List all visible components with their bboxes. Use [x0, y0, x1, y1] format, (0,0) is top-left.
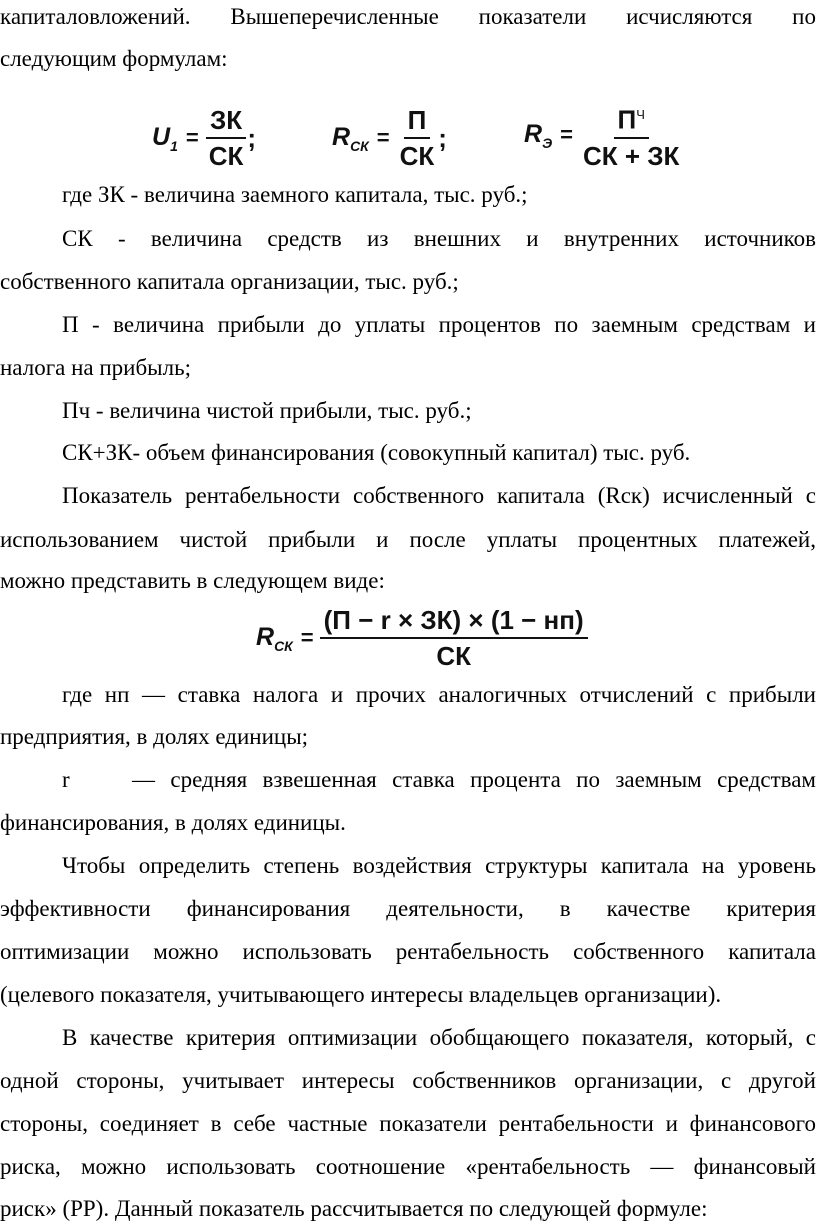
formula-lhs: R	[332, 122, 351, 151]
text-line: налога на прибыль;	[0, 355, 191, 380]
formula-rsk-simple	[332, 105, 447, 171]
numerator: П	[404, 105, 431, 139]
fraction	[579, 100, 683, 171]
denominator: СК	[436, 641, 471, 671]
denominator: СК	[208, 141, 244, 171]
equals-sign: =	[300, 625, 314, 650]
definition-p: П - величина прибыли до уплаты процентов по заемным средствам и	[62, 312, 816, 337]
formula-lhs-sub: СК	[350, 137, 369, 154]
numerator: (П − r × ЗК) × (1 − нп)	[320, 605, 588, 639]
formula-rsk-full	[256, 605, 588, 671]
text-line: следующим формулам:	[0, 46, 228, 71]
text-line: можно представить в следующем виде:	[0, 568, 385, 593]
formula-lhs-sub: 1	[170, 137, 178, 154]
text-line: капиталовложений. Вышеперечисленные показатели исчисляются по	[0, 4, 816, 29]
text-line: стороны, соединяет в себе частные показатели рентабельности и финансового	[0, 1111, 816, 1136]
text-line: собственного капитала организации, тыс. руб.;	[0, 269, 459, 294]
equals-sign: =	[376, 125, 390, 150]
text-line: оптимизации можно использовать рентабельность собственного капитала	[0, 939, 816, 964]
definition-skzk: СК+ЗК- объем финансирования (совокупный капитал) тыс. руб.	[62, 440, 691, 465]
numerator: ЗК	[206, 105, 246, 139]
fraction	[396, 105, 439, 171]
definition-pch: Пч - величина чистой прибыли, тыс. руб.;	[62, 398, 472, 423]
text-line: риск» (РР). Данный показатель рассчитывается по следующей формуле:	[0, 1196, 708, 1221]
text-line: риска, можно использовать соотношение «рентабельность –– финансовый	[0, 1154, 816, 1179]
formula-lhs: R	[524, 119, 543, 148]
formula-lhs: U	[152, 122, 171, 151]
definition-r: –– средняя взвешенная ставка процента по заемным средствам	[132, 767, 816, 792]
formula-lhs-sub: Э	[542, 134, 553, 151]
equals-sign: =	[185, 125, 199, 150]
text-line: Показатель рентабельности собственного капитала (Rск) исчисленный с	[62, 483, 816, 508]
text-line: (целевого показателя, учитывающего интересы владельцев организации).	[0, 982, 722, 1007]
numerator-text: П	[617, 104, 637, 135]
text-line: эффективности финансирования деятельности, в качестве критерия	[0, 896, 816, 921]
numerator-superscript: Ч	[636, 107, 645, 122]
denominator: СК	[399, 141, 435, 171]
definition-r-label: r	[62, 767, 70, 792]
formula-lhs: R	[256, 622, 275, 651]
formula-tail: ;	[438, 122, 447, 153]
formula-u1	[152, 105, 256, 171]
numerator	[614, 100, 649, 139]
denominator: СК + ЗК	[582, 140, 680, 171]
text-line: предприятия, в долях единицы;	[0, 724, 309, 749]
text-line: использованием чистой прибыли и после уплаты процентных платежей,	[0, 527, 816, 552]
definition-np: где нп –– ставка налога и прочих аналогичных отчислений с прибыли	[62, 682, 816, 707]
text-line: одной стороны, учитывает интересы собственников организации, с другой	[0, 1068, 816, 1093]
definition-zk: где ЗК - величина заемного капитала, тыс. руб.;	[62, 182, 528, 207]
fraction	[320, 605, 588, 671]
text-line: финансирования, в долях единицы.	[0, 810, 346, 835]
equals-sign: =	[560, 122, 573, 148]
formula-re	[524, 100, 683, 171]
formula-tail: ;	[247, 122, 257, 153]
definition-sk: СК - величина средств из внешних и внутренних источников	[62, 226, 816, 251]
formula-lhs-sub: СК	[274, 637, 293, 654]
fraction	[205, 105, 248, 171]
text-line: Чтобы определить степень воздействия структуры капитала на уровень	[62, 853, 816, 878]
text-line: В качестве критерия оптимизации обобщающего показателя, который, с	[62, 1025, 816, 1050]
